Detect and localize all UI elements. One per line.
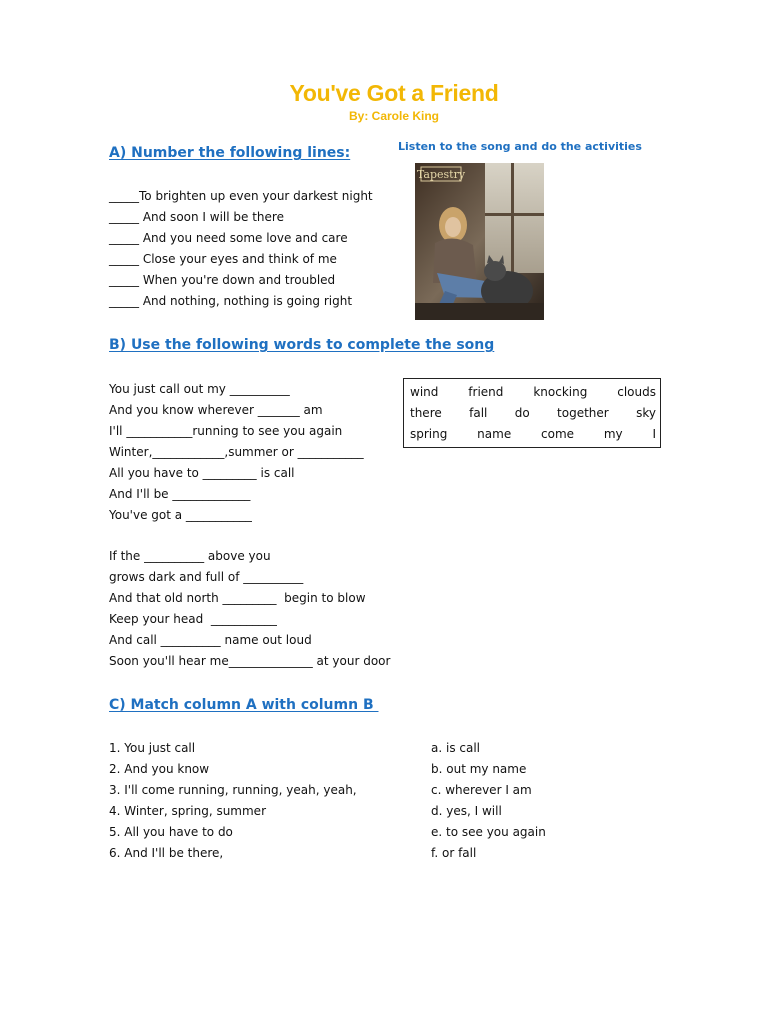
section-a-heading: A) Number the following lines: [109, 145, 351, 161]
section-a-line: _____ When you're down and troubled [109, 273, 336, 287]
column-a-item: 3. I'll come running, running, yeah, yeah, [109, 783, 357, 797]
column-a-item: 5. All you have to do [109, 825, 233, 839]
verse1-line: And I'll be _____________ [109, 487, 251, 501]
word-bank-word: there [410, 406, 442, 420]
verse2-line: grows dark and full of __________ [109, 570, 304, 584]
verse1-line: And you know wherever _______ am [109, 403, 323, 417]
section-b-heading: B) Use the following words to complete the song [109, 337, 495, 353]
word-bank-word: do [514, 406, 530, 420]
word-bank-box [403, 378, 661, 448]
section-a-line: _____ Close your eyes and think of me [109, 252, 337, 266]
column-a-item: 6. And I'll be there, [109, 846, 224, 860]
instruction-text: Listen to the song and do the activities [398, 140, 642, 153]
verse1-line: All you have to _________ is call [109, 466, 295, 480]
verse2-line: Keep your head ___________ [109, 612, 277, 626]
column-b-item: a. is call [431, 741, 481, 755]
word-bank-word: spring [410, 427, 448, 441]
verse1-line: I'll ___________running to see you again [109, 424, 343, 438]
word-bank-word: together [557, 406, 609, 420]
verse1-line: You've got a ___________ [109, 508, 252, 522]
column-b-item: c. wherever I am [431, 783, 532, 797]
column-a-item: 2. And you know [109, 762, 210, 776]
column-b-item: f. or fall [431, 846, 477, 860]
album-cover-image [415, 163, 544, 320]
word-bank-word: clouds [617, 385, 656, 399]
column-b-item: d. yes, I will [431, 804, 502, 818]
section-a-line: _____To brighten up even your darkest night [109, 189, 373, 203]
word-bank-word: come [541, 427, 575, 441]
word-bank-row [410, 385, 656, 399]
word-bank-word: sky [636, 406, 656, 420]
worksheet-subtitle: By: Carole King [348, 109, 439, 123]
column-b-item: b. out my name [431, 762, 527, 776]
worksheet-title: You've Got a Friend [289, 80, 499, 106]
section-a-line: _____ And soon I will be there [109, 210, 284, 224]
word-bank-word: fall [469, 406, 488, 420]
album-cover-label: Tapestry [416, 168, 466, 181]
column-b-item: e. to see you again [431, 825, 546, 839]
verse2-line: Soon you'll hear me______________ at your door [109, 654, 391, 668]
verse2-line: And call __________ name out loud [109, 633, 312, 647]
verse2-line: And that old north _________ begin to blow [109, 591, 366, 605]
word-bank-word: my [603, 427, 623, 441]
word-bank-word: friend [468, 385, 504, 399]
verse1-line: You just call out my __________ [109, 382, 290, 396]
word-bank-row [410, 406, 656, 420]
section-a-line: _____ And you need some love and care [109, 231, 348, 245]
section-a-line: _____ And nothing, nothing is going right [109, 294, 353, 308]
word-bank-word: name [477, 427, 512, 441]
section-c-heading: C) Match column A with column B [109, 697, 379, 713]
word-bank-word: I [652, 427, 656, 441]
verse2-line: If the __________ above you [109, 549, 271, 563]
word-bank-word: wind [410, 385, 439, 399]
verse1-line: Winter,____________,summer or ___________ [109, 445, 364, 459]
word-bank-row [410, 427, 656, 441]
column-a-item: 4. Winter, spring, summer [109, 804, 266, 818]
word-bank-word: knocking [533, 385, 588, 399]
column-a-item: 1. You just call [109, 741, 196, 755]
